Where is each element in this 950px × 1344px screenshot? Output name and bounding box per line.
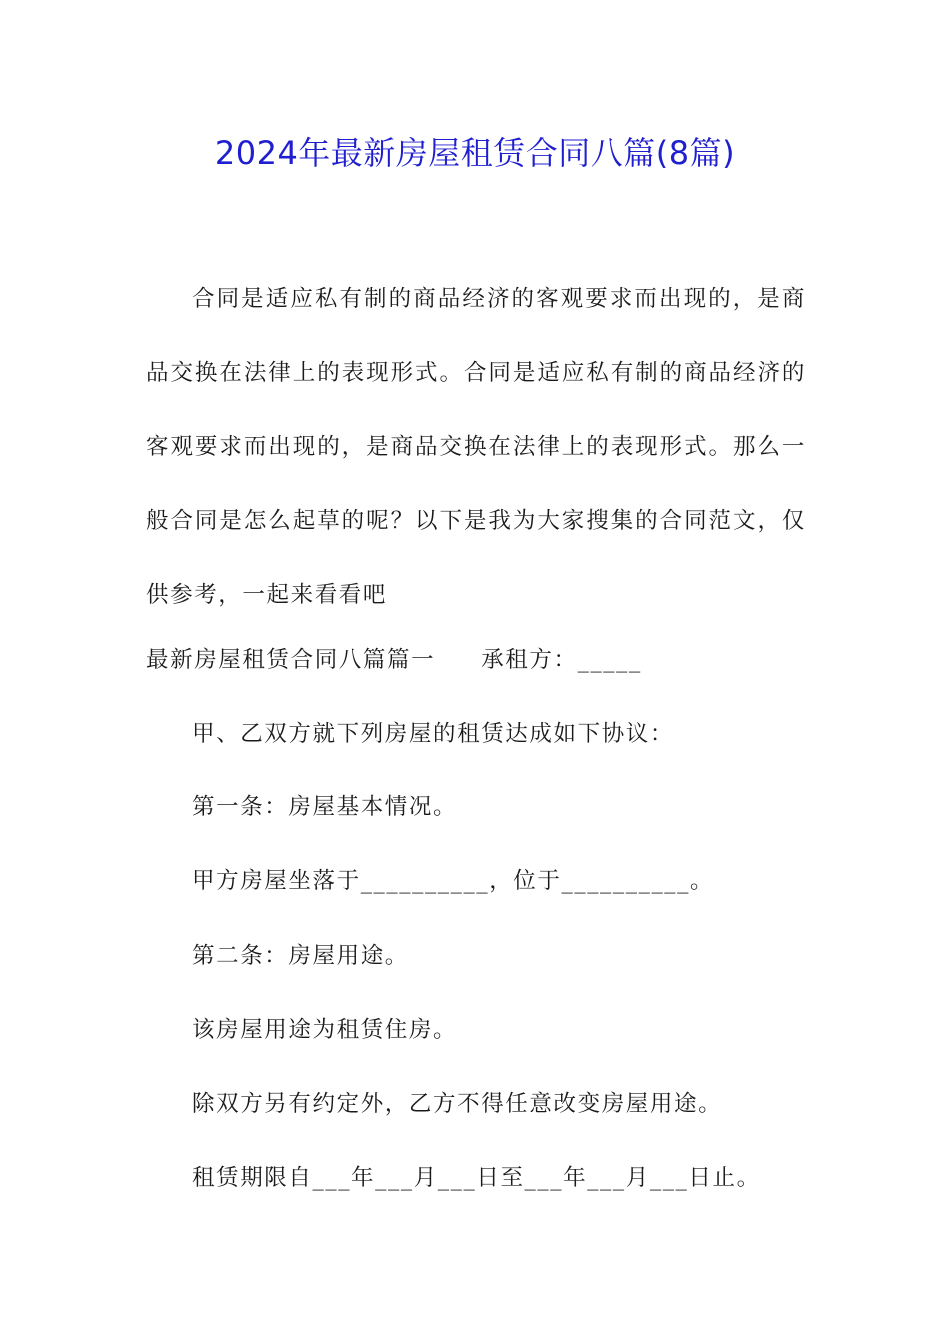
- paragraph-article-2: 第二条：房屋用途。: [192, 943, 409, 969]
- intro-paragraph: 合同是适应私有制的商品经济的客观要求而出现的，是商品交换在法律上的表现形式。合同是适应私有制的商品经济的客观要求而出现的，是商品交换在法律上的表现形式。那么一般合同是怎么起草的呢？以下是我为大家搜集的合同范文，仅供参考，一起来看看吧: [146, 286, 806, 608]
- lessee-label: 承租方：_____: [481, 647, 642, 673]
- paragraph-usage-restriction: 除双方另有约定外，乙方不得任意改变房屋用途。: [192, 1091, 723, 1117]
- paragraph-lease-term: 租赁期限自___年___月___日至___年___月___日止。: [192, 1165, 761, 1191]
- section-heading: 最新房屋租赁合同八篇篇一: [146, 647, 436, 673]
- paragraph-usage: 该房屋用途为租赁住房。: [192, 1017, 458, 1043]
- paragraph-agreement: 甲、乙双方就下列房屋的租赁达成如下协议：: [192, 721, 675, 747]
- paragraph-article-1: 第一条：房屋基本情况。: [192, 794, 458, 820]
- paragraph-location: 甲方房屋坐落于__________，位于__________。: [192, 868, 715, 894]
- document-title: 2024年最新房屋租赁合同八篇(8篇): [214, 134, 736, 172]
- section-heading-line: [146, 640, 642, 680]
